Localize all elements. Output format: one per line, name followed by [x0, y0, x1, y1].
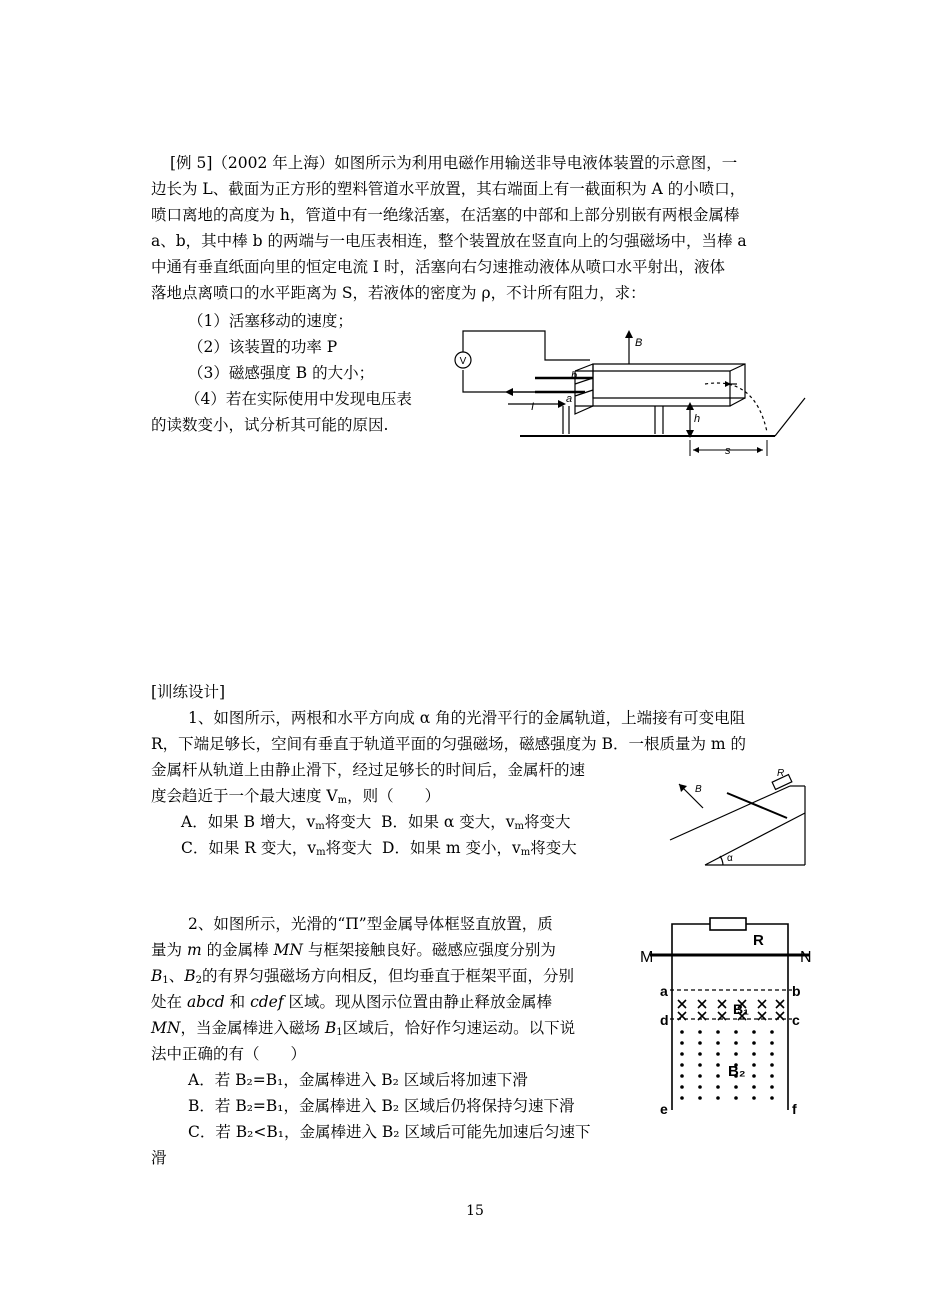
p2-option-c: C．若 B₂<B₁，金属棒进入 B₂ 区域后可能先加速后匀速下 [188, 1123, 591, 1141]
inclined-rails-figure [665, 768, 815, 873]
field-dot-mark [734, 1052, 738, 1056]
field-dot-mark [716, 1063, 720, 1067]
c-label: c [792, 1012, 800, 1028]
field-dot-mark [716, 1041, 720, 1045]
p2-option-c-continued: 滑 [151, 1149, 167, 1167]
p1-line-2: R，下端足够长，空间有垂直于轨道平面的匀强磁场，磁感强度为 B．一根质量为 m 的 [151, 735, 747, 753]
p2-line-6: 法中正确的有（ ） [151, 1045, 307, 1063]
field-dot-mark [770, 1063, 774, 1067]
voltmeter-label: V [459, 356, 467, 367]
field-dot-mark [716, 1030, 720, 1034]
question-2: （2）该装置的功率 P [188, 338, 338, 356]
field-dot-mark [716, 1096, 720, 1100]
field-dot-mark [752, 1052, 756, 1056]
p1-options-cd: C．如果 R 变大，$v_m$将变大 D．如果 m 变小，$v_m$将变大 [181, 839, 577, 858]
field-cross-mark [718, 1000, 726, 1008]
field-dot-mark [734, 1085, 738, 1089]
field-dot-mark [752, 1063, 756, 1067]
example5-line-6: 落地点离喷口的水平距离为 S，若液体的密度为 ρ，不计所有阻力，求： [151, 284, 646, 302]
field-dot-mark [770, 1041, 774, 1045]
b-label: b [792, 983, 801, 999]
field-cross-mark [678, 1012, 686, 1020]
training-heading: [训练设计] [151, 683, 226, 701]
M-label: M [640, 949, 654, 966]
field-dot-mark [680, 1052, 684, 1056]
field-dot-mark [680, 1074, 684, 1078]
field-dot-mark [752, 1041, 756, 1045]
rod-b-label: b [571, 370, 578, 382]
field-dot-mark [716, 1074, 720, 1078]
p2-line-4: 处在 abcd 和 cdef 区域。现从图示位置由静止释放金属棒 [151, 993, 553, 1011]
magnetic-field-label: B [635, 337, 643, 349]
angle-label: α [727, 853, 733, 864]
field-dot-mark [680, 1041, 684, 1045]
pump-apparatus-figure [445, 326, 815, 461]
field-dot-mark [770, 1096, 774, 1100]
resistor-label: R [777, 768, 785, 779]
p1-line-3: 金属杆从轨道上由静止滑下，经过足够长的时间后，金属杆的速 [151, 761, 586, 779]
current-label: I [531, 401, 535, 413]
p1-line-4: 度会趋近于一个最大速度 $V_m$，则（ ） [151, 787, 441, 806]
field-dot-mark [698, 1041, 702, 1045]
field-dot-mark [770, 1085, 774, 1089]
example5-line-3: 喷口离地的高度为 h，管道中有一绝缘活塞，在活塞的中部和上部分别嵌有两根金属棒 [151, 206, 740, 224]
question-4-continued: 的读数变小，试分析其可能的原因. [151, 416, 389, 434]
N-label: N [800, 949, 812, 966]
question-3: （3）磁感强度 B 的大小； [188, 364, 375, 382]
p2-option-b: B．若 B₂=B₁，金属棒进入 B₂ 区域后仍将保持匀速下滑 [188, 1097, 575, 1115]
resistor-R-label: R [753, 932, 764, 949]
field-dot-mark [698, 1063, 702, 1067]
field-cross-mark [698, 1000, 706, 1008]
field-dot-mark [698, 1074, 702, 1078]
field-dot-mark [680, 1096, 684, 1100]
p2-option-a: A．若 B₂=B₁，金属棒进入 B₂ 区域后将加速下滑 [188, 1071, 528, 1089]
field-dot-mark [698, 1096, 702, 1100]
field-dot-mark [770, 1052, 774, 1056]
field-dot-mark [716, 1052, 720, 1056]
height-label: h [694, 413, 701, 425]
question-1: （1）活塞移动的速度； [188, 312, 353, 330]
field-dot-mark [770, 1074, 774, 1078]
field-dot-mark [698, 1030, 702, 1034]
field-dot-mark [752, 1096, 756, 1100]
B2-label: B₂ [728, 1063, 746, 1080]
field-dot-mark [698, 1085, 702, 1089]
field-dot-mark [734, 1030, 738, 1034]
field-dot-mark [752, 1030, 756, 1034]
B1-label: B₁ [733, 1001, 749, 1017]
p2-line-3: $B_1$、$B_2$的有界匀强磁场方向相反，但均垂直于框架平面，分别 [151, 967, 575, 986]
field-dot-mark [680, 1030, 684, 1034]
field-dot-mark [680, 1063, 684, 1067]
field-dot-mark [680, 1085, 684, 1089]
rod-a-label: a [566, 393, 573, 405]
question-4: （4）若在实际使用中发现电压表 [185, 390, 412, 408]
field-dot-mark [752, 1074, 756, 1078]
field-cross-mark [678, 1000, 686, 1008]
pi-frame-figure [640, 910, 825, 1125]
a-label: a [660, 983, 668, 999]
field-dot-mark [698, 1052, 702, 1056]
p2-line-1: 2、如图所示，光滑的“Π”型金属导体框竖直放置，质 [188, 915, 553, 933]
field-cross-mark [758, 1000, 766, 1008]
field-dot-mark [752, 1085, 756, 1089]
e-label: e [660, 1101, 668, 1117]
p2-line-2: 量为 m 的金属棒 MN 与框架接触良好。磁感应强度分别为 [151, 941, 556, 959]
p1-line-1: 1、如图所示，两根和水平方向成 α 角的光滑平行的金属轨道，上端接有可变电阻 [188, 709, 746, 727]
field-dot-mark [734, 1041, 738, 1045]
example5-line-4: a、b，其中棒 b 的两端与一电压表相连，整个装置放在竖直向上的匀强磁场中，当棒 a [151, 232, 747, 250]
field-dot-mark [734, 1096, 738, 1100]
field-cross-mark [776, 1012, 784, 1020]
field-label: B [695, 784, 702, 795]
p1-options-ab: A．如果 B 增大，$v_m$将变大 B．如果 α 变大，$v_m$将变大 [181, 813, 571, 832]
distance-label: s [725, 445, 731, 457]
d-label: d [660, 1012, 669, 1028]
example5-line-5: 中通有垂直纸面向里的恒定电流 I 时，活塞向右匀速推动液体从喷口水平射出，液体 [151, 258, 725, 276]
field-cross-mark [776, 1000, 784, 1008]
page-number: 15 [466, 1203, 484, 1219]
field-dot-mark [770, 1030, 774, 1034]
example5-line-1: [例 5]（2002 年上海）如图所示为利用电磁作用输送非导电液体装置的示意图，一 [170, 154, 738, 172]
p2-line-5: MN，当金属棒进入磁场 $B_1$区域后，恰好作匀速运动。以下说 [151, 1019, 576, 1038]
example5-line-2: 边长为 L、截面为正方形的塑料管道水平放置，其右端面上有一截面积为 A 的小喷口， [151, 180, 746, 198]
field-dot-mark [716, 1085, 720, 1089]
f-label: f [792, 1101, 797, 1117]
